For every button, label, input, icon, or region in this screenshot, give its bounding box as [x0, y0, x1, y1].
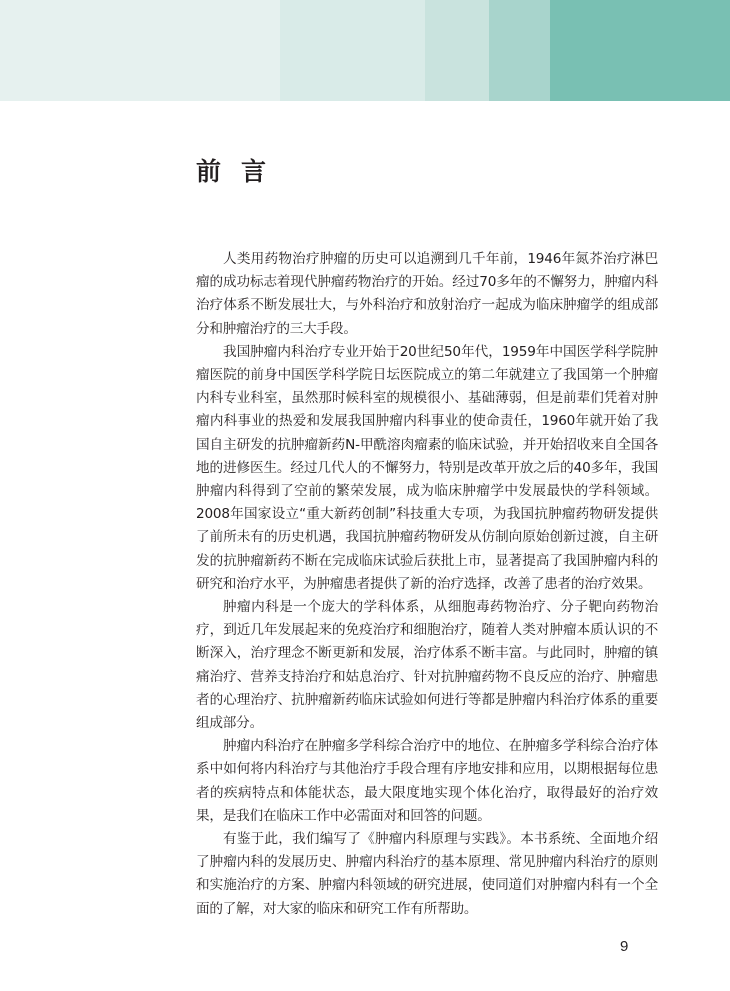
paragraph-4: 肿瘤内科治疗在肿瘤多学科综合治疗中的地位、在肿瘤多学科综合治疗体系中如何将内科治疗与其他治疗手段合理有序地安排和应用，以期根据每位患者的疾病特点和体能状态，最大限度地实现个体化治疗，取得最好的治疗效果，是我们在临床工作中必需面对和回答的问题。: [196, 738, 658, 824]
header-band-light-2: [425, 0, 489, 101]
paragraph-2: 我国肿瘤内科治疗专业开始于20世纪50年代，1959年中国医学科学院肿瘤医院的前身中国医学科学院日坛医院成立的第二年就建立了我国第一个肿瘤内科专业科室，虽然那时候科室的规模很小、基础薄弱，但是前辈们凭着对肿瘤内科事业的热爱和发展我国肿瘤内科事业的使命责任，1960年就开始了我国自主研发的抗肿瘤新药N-甲酰溶肉瘤素的临床试验，并开始招收来自全国各地的进修医生。经过几代人的不懈努力，特别是改革开放之后的40多年，我国肿瘤内科得到了空前的繁荣发展，成为临床肿瘤学中发展最快的学科领域。2008年国家设立“重大新药创制”科技重大专项，为我国抗肿瘤药物研发提供了前所未有的历史机遇，我国抗肿瘤药物研发从仿制向原始创新过渡，自主研发的抗肿瘤新药不断在完成临床试验后获批上市，显著提高了我国肿瘤内科的研究和治疗水平，为肿瘤患者提供了新的治疗选择，改善了患者的治疗效果。: [196, 343, 658, 592]
header-band-mid: [489, 0, 550, 101]
preface-body: [196, 248, 658, 921]
paragraph-3: 肿瘤内科是一个庞大的学科体系，从细胞毒药物治疗、分子靶向药物治疗，到近几年发展起来的免疫治疗和细胞治疗，随着人类对肿瘤本质认识的不断深入，治疗理念不断更新和发展，治疗体系不断丰富。与此同时，肿瘤的镇痛治疗、营养支持治疗和姑息治疗、针对抗肿瘤药物不良反应的治疗、肿瘤患者的心理治疗、抗肿瘤新药临床试验如何进行等都是肿瘤内科治疗体系的重要组成部分。: [196, 599, 658, 732]
page-title: 前言: [196, 157, 287, 186]
paragraph-5: 有鉴于此，我们编写了《肿瘤内科原理与实践》。本书系统、全面地介绍了肿瘤内科的发展历史、肿瘤内科治疗的基本原理、常见肿瘤内科治疗的原则和实施治疗的方案、肿瘤内科领域的研究进展，使同道们对肿瘤内科有一个全面的了解，对大家的临床和研究工作有所帮助。: [196, 831, 658, 917]
paragraph-1: 人类用药物治疗肿瘤的历史可以追溯到几千年前，1946年氮芥治疗淋巴瘤的成功标志着现代肿瘤药物治疗的开始。经过70多年的不懈努力，肿瘤内科治疗体系不断发展壮大，与外科治疗和放射治疗一起成为临床肿瘤学的组成部分和肿瘤治疗的三大手段。: [196, 251, 658, 337]
header-band-pale: [0, 0, 280, 101]
header-color-band: [0, 0, 730, 101]
header-band-light: [280, 0, 425, 101]
page-number: 9: [620, 938, 629, 955]
header-band-dark: [550, 0, 730, 101]
